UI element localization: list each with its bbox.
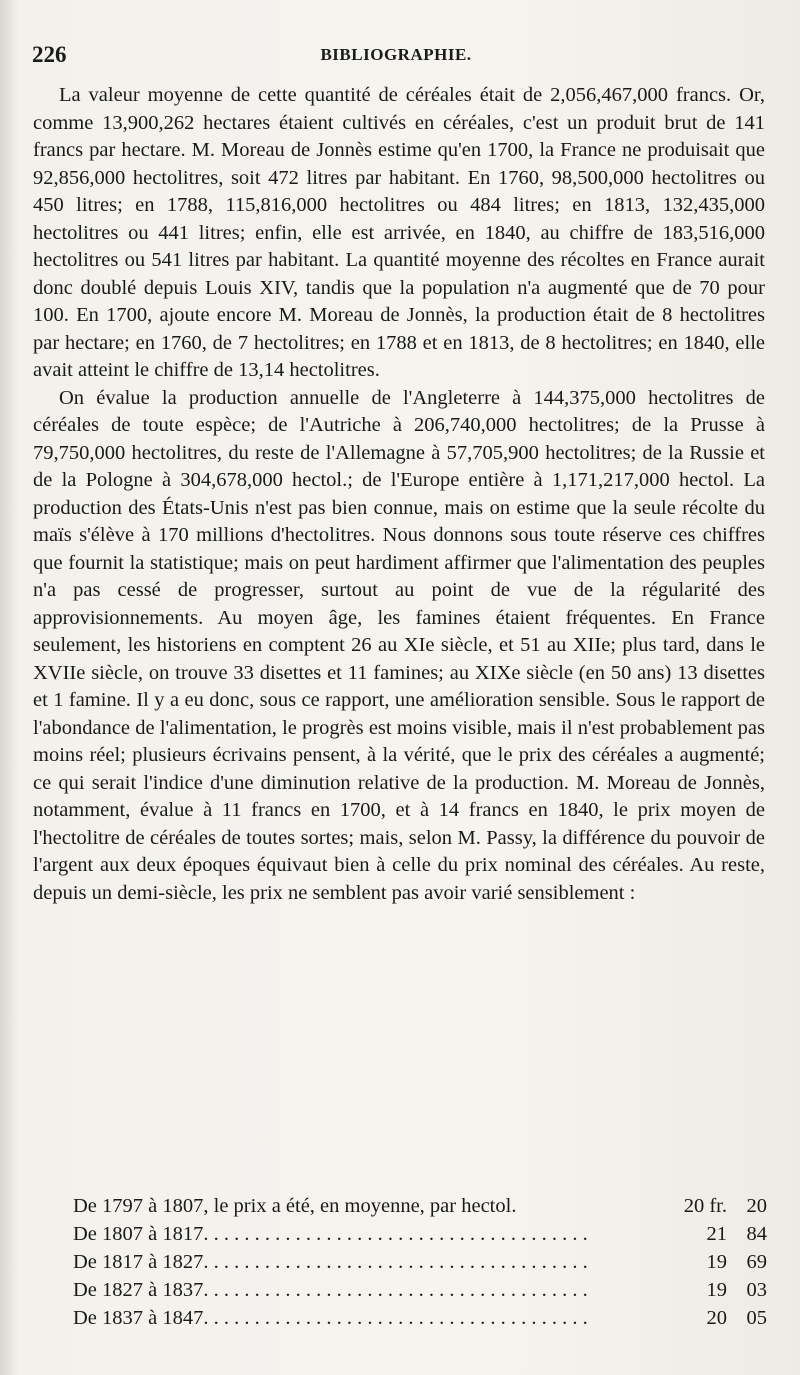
period-label: De 1817 à 1827	[73, 1251, 204, 1273]
page-header	[32, 38, 760, 72]
body-text	[33, 82, 765, 907]
price-cents: 03	[746, 1279, 767, 1301]
price-cents: 84	[746, 1223, 767, 1245]
price-francs: 19	[706, 1279, 727, 1301]
table-row	[73, 1276, 767, 1304]
price-francs: 21	[706, 1223, 727, 1245]
table-row	[73, 1248, 767, 1276]
price-cents: 20	[746, 1195, 767, 1217]
price-francs: 20	[706, 1307, 727, 1329]
table-row	[73, 1220, 767, 1248]
period-label: De 1807 à 1817	[73, 1223, 204, 1245]
dot-leader: . . . . . . . . . . . . . . . . . . . . . . . . . . . . . . . . . . . . . .	[203, 1251, 588, 1273]
price-cents: 69	[746, 1251, 767, 1273]
table-row	[73, 1192, 767, 1220]
running-head: BIBLIOGRAPHIE.	[320, 45, 472, 64]
dot-leader: . . . . . . . . . . . . . . . . . . . . . . . . . . . . . . . . . . . . . .	[203, 1223, 588, 1245]
price-francs: 20 fr.	[683, 1195, 727, 1217]
table-row	[73, 1304, 767, 1332]
paragraph: La valeur moyenne de cette quantité de céréales était de 2,056,467,000 francs. Or, comme 13,900,262 hectares étaient cultivés en céréales, c'est un produit brut de 141 francs par hectare. M. Moreau de Jonnès estime qu'en 1700, la France ne produisait que 92,856,000 hectolitres, soit 472 litres par habitant. En 1760, 98,500,000 hectolitres ou 450 litres; en 1788, 115,816,000 hectolitres ou 484 litres; en 1813, 132,435,000 hectolitres ou 441 litres; enfin, elle est arrivée, en 1840, au chiffre de 183,516,000 hectolitres ou 541 litres par habitant. La quantité moyenne des récoltes en France aurait donc doublé depuis Louis XIV, tandis que la population n'a augmenté que de 70 pour 100. En 1700, ajoute encore M. Moreau de Jonnès, la production était de 8 hectolitres par hectare; en 1760, de 7 hectolitres; en 1788 et en 1813, de 8 hectolitres; en 1840, elle avait atteint le chiffre de 13,14 hectolitres.	[33, 84, 765, 381]
paragraph: On évalue la production annuelle de l'Angleterre à 144,375,000 hectolitres de céréales de toute espèce; de l'Autriche à 206,740,000 hectolitres; de la Prusse à 79,750,000 hectolitres, du reste de l'Allemagne à 57,705,900 hectolitres; de la Russie et de la Pologne à 304,678,000 hectol.; de l'Europe entière à 1,171,217,000 hectol. La production des États-Unis n'est pas bien connue, mais on estime que la seule récolte du maïs s'élève à 170 millions d'hectolitres. Nous donnons sous toute réserve ces chiffres que fournit la statistique; mais on peut hardiment affirmer que l'alimentation des peuples n'a pas cessé de progresser, surtout au point de vue de la régularité des approvisionnements. Au moyen âge, les famines étaient fréquentes. En France seulement, les historiens en comptent 26 au XIe siècle, et 51 au XIIe; plus tard, dans le XVIIe siècle, on trouve 33 disettes et 11 famines; au XIXe siècle (en 50 ans) 13 disettes et 1 famine. Il y a eu donc, sous ce rapport, une amélioration sensible. Sous le rapport de l'abondance de l'alimentation, le progrès est moins visible, mais il n'est probablement pas moins réel; plusieurs écrivains pensent, à la vérité, que le prix des céréales a augmenté; ce qui serait l'indice d'une diminution relative de la production. M. Moreau de Jonnès, notamment, évalue à 11 francs en 1700, et à 14 francs en 1840, le prix moyen de l'hectolitre de céréales de toutes sortes; mais, selon M. Passy, la différence du pouvoir de l'argent aux deux époques équivaut bien à celle du prix nominal des céréales. Au reste, depuis un demi-siècle, les prix ne semblent pas avoir varié sensiblement :	[33, 386, 765, 904]
price-francs: 19	[706, 1251, 727, 1273]
period-label: De 1837 à 1847	[73, 1307, 204, 1329]
dot-leader: . . . . . . . . . . . . . . . . . . . . . . . . . . . . . . . . . . . . . .	[203, 1279, 588, 1301]
dot-leader: . . . . . . . . . . . . . . . . . . . . . . . . . . . . . . . . . . . . . .	[203, 1307, 588, 1329]
period-label: De 1797 à 1807, le prix a été, en moyenne, par hectol.	[73, 1195, 517, 1217]
price-table	[73, 1192, 767, 1332]
price-cents: 05	[746, 1307, 767, 1329]
page-number: 226	[32, 42, 67, 67]
period-label: De 1827 à 1837	[73, 1279, 204, 1301]
